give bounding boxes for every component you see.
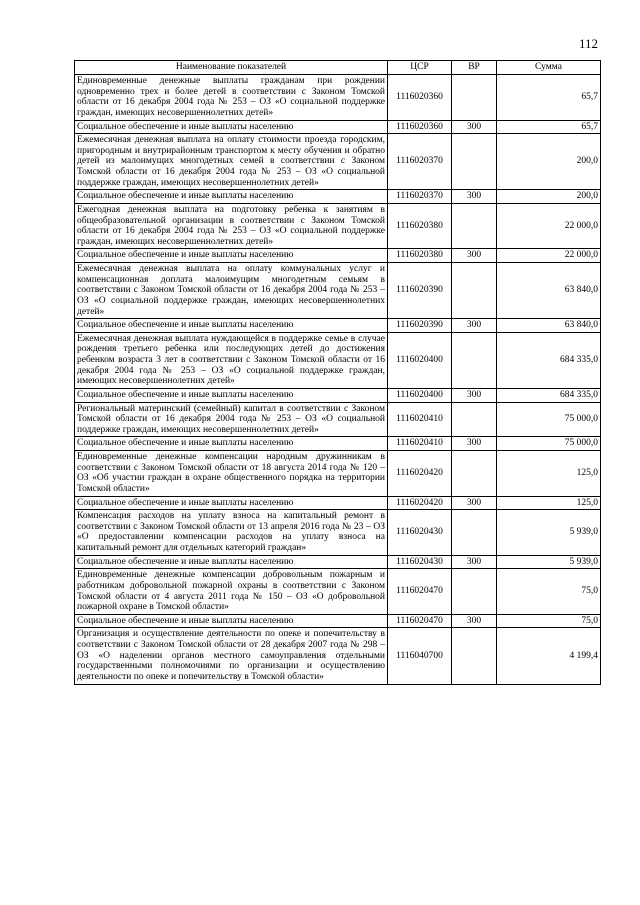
- row-name-cell: Единовременные денежные компенсации добровольным пожарным и работникам добровольной пожарной охраны в соответствии с Законом Томской области от 4 августа 2011 года № 150 – ОЗ «О добровольной пожарной охране в Томской области»: [75, 569, 388, 615]
- row-vr-cell: [452, 628, 497, 684]
- table-row: [75, 319, 601, 333]
- table-row: [75, 332, 601, 388]
- row-csr-cell: 1116020380: [388, 203, 452, 249]
- row-csr-cell: 1116020360: [388, 120, 452, 134]
- table-row: [75, 451, 601, 497]
- row-sum-cell: 200,0: [497, 134, 601, 190]
- row-vr-cell: 300: [452, 496, 497, 510]
- row-name-cell: Социальное обеспечение и иные выплаты населению: [75, 120, 388, 134]
- table-row: [75, 263, 601, 319]
- row-sum-cell: 4 199,4: [497, 628, 601, 684]
- row-vr-cell: [452, 510, 497, 556]
- row-sum-cell: 200,0: [497, 190, 601, 204]
- row-name-cell: Ежемесячная денежная выплата на оплату стоимости проезда городским, пригородным и внутрирайонным транспортом к месту обучения и обратно детей из малоимущих многодетных семей в соответствии с Законом Томской области от 16 декабря 2004 года № 253 – ОЗ «О социальной поддержке граждан, имеющих несовершеннолетних детей»: [75, 134, 388, 190]
- row-name-cell: Компенсация расходов на уплату взноса на капитальный ремонт в соответствии с Законом Томской области от 13 апреля 2016 года № 23 – ОЗ «О предоставлении компенсации расходов на уплату взноса на капитальный ремонт для отдельных категорий граждан»: [75, 510, 388, 556]
- row-name-cell: Единовременные денежные выплаты гражданам при рождении одновременно трех и более детей в соответствии с Законом Томской области от 16 декабря 2004 года № 253 – ОЗ «О социальной поддержке граждан, имеющих несовершеннолетних детей»: [75, 75, 388, 121]
- table-header-row: [75, 61, 601, 75]
- row-csr-cell: 1116020410: [388, 402, 452, 437]
- row-csr-cell: 1116020420: [388, 496, 452, 510]
- row-sum-cell: 75 000,0: [497, 437, 601, 451]
- header-vr: ВР: [452, 61, 497, 75]
- table-row: [75, 614, 601, 628]
- row-vr-cell: 300: [452, 614, 497, 628]
- row-sum-cell: 63 840,0: [497, 319, 601, 333]
- row-sum-cell: 22 000,0: [497, 249, 601, 263]
- row-name-cell: Ежемесячная денежная выплата на оплату коммунальных услуг и компенсационная доплата малоимущим многодетным семьям в соответствии с Законом Томской области от 16 декабря 2004 года № 253 – ОЗ «О социальной поддержке граждан, имеющих несовершеннолетних детей»: [75, 263, 388, 319]
- row-vr-cell: [452, 75, 497, 121]
- row-csr-cell: 1116020400: [388, 332, 452, 388]
- row-sum-cell: 75,0: [497, 614, 601, 628]
- row-vr-cell: [452, 402, 497, 437]
- row-name-cell: Региональный материнский (семейный) капитал в соответствии с Законом Томской области от 16 декабря 2004 года № 253 – ОЗ «О социальной поддержке граждан, имеющих несовершеннолетних детей»: [75, 402, 388, 437]
- row-vr-cell: 300: [452, 249, 497, 263]
- row-vr-cell: [452, 263, 497, 319]
- budget-table: [74, 60, 601, 685]
- table-row: [75, 496, 601, 510]
- row-csr-cell: 1116020410: [388, 437, 452, 451]
- row-csr-cell: 1116020390: [388, 263, 452, 319]
- table-row: [75, 134, 601, 190]
- table-row: [75, 75, 601, 121]
- row-vr-cell: 300: [452, 388, 497, 402]
- row-vr-cell: 300: [452, 120, 497, 134]
- row-csr-cell: 1116040700: [388, 628, 452, 684]
- row-name-cell: Социальное обеспечение и иные выплаты населению: [75, 249, 388, 263]
- row-csr-cell: 1116020420: [388, 451, 452, 497]
- page-number: 112: [578, 36, 598, 51]
- table-row: [75, 555, 601, 569]
- row-vr-cell: [452, 451, 497, 497]
- row-name-cell: Социальное обеспечение и иные выплаты населению: [75, 614, 388, 628]
- row-vr-cell: 300: [452, 319, 497, 333]
- table-row: [75, 402, 601, 437]
- row-sum-cell: 5 939,0: [497, 510, 601, 556]
- row-vr-cell: [452, 569, 497, 615]
- row-sum-cell: 65,7: [497, 120, 601, 134]
- row-csr-cell: 1116020370: [388, 134, 452, 190]
- row-sum-cell: 684 335,0: [497, 332, 601, 388]
- row-name-cell: Социальное обеспечение и иные выплаты населению: [75, 496, 388, 510]
- row-csr-cell: 1116020470: [388, 614, 452, 628]
- table-row: [75, 190, 601, 204]
- table-row: [75, 388, 601, 402]
- row-csr-cell: 1116020400: [388, 388, 452, 402]
- row-name-cell: Единовременные денежные компенсации народным дружинникам в соответствии с Законом Томской области от 18 августа 2014 года № 120 – ОЗ «Об участии граждан в охране общественного порядка на территории Томской области»: [75, 451, 388, 497]
- row-vr-cell: [452, 134, 497, 190]
- row-name-cell: Социальное обеспечение и иные выплаты населению: [75, 319, 388, 333]
- row-sum-cell: 5 939,0: [497, 555, 601, 569]
- row-sum-cell: 65,7: [497, 75, 601, 121]
- row-csr-cell: 1116020380: [388, 249, 452, 263]
- row-csr-cell: 1116020470: [388, 569, 452, 615]
- row-vr-cell: 300: [452, 437, 497, 451]
- row-sum-cell: 75,0: [497, 569, 601, 615]
- row-sum-cell: 63 840,0: [497, 263, 601, 319]
- row-csr-cell: 1116020370: [388, 190, 452, 204]
- row-name-cell: Социальное обеспечение и иные выплаты населению: [75, 388, 388, 402]
- table-row: [75, 203, 601, 249]
- row-csr-cell: 1116020390: [388, 319, 452, 333]
- row-name-cell: Организация и осуществление деятельности по опеке и попечительству в соответствии с Законом Томской области от 28 декабря 2007 года № 298 – ОЗ «О наделении органов местного самоуправления отдельными государственными полномочиями по организации и осуществлению деятельности по опеке и попечительству в Томской области»: [75, 628, 388, 684]
- row-name-cell: Ежегодная денежная выплата на подготовку ребенка к занятиям в общеобразовательной организации в соответствии с Законом Томской области от 16 декабря 2004 года № 253 – ОЗ «О социальной поддержке граждан, имеющих несовершеннолетних детей»: [75, 203, 388, 249]
- row-sum-cell: 22 000,0: [497, 203, 601, 249]
- row-csr-cell: 1116020430: [388, 555, 452, 569]
- header-name: Наименование показателей: [75, 61, 388, 75]
- row-vr-cell: [452, 203, 497, 249]
- row-vr-cell: 300: [452, 190, 497, 204]
- table-row: [75, 249, 601, 263]
- row-name-cell: Социальное обеспечение и иные выплаты населению: [75, 437, 388, 451]
- row-name-cell: Социальное обеспечение и иные выплаты населению: [75, 190, 388, 204]
- row-vr-cell: 300: [452, 555, 497, 569]
- table-row: [75, 569, 601, 615]
- row-csr-cell: 1116020360: [388, 75, 452, 121]
- row-name-cell: Ежемесячная денежная выплата нуждающейся в поддержке семье в случае рождения третьего ребенка или последующих детей до достижения ребенком возраста 3 лет в соответствии с Законом Томской области от 16 декабря 2004 года № 253 – ОЗ «О социальной поддержке граждан, имеющих несовершеннолетних детей»: [75, 332, 388, 388]
- row-sum-cell: 125,0: [497, 451, 601, 497]
- header-csr: ЦСР: [388, 61, 452, 75]
- row-name-cell: Социальное обеспечение и иные выплаты населению: [75, 555, 388, 569]
- table-row: [75, 510, 601, 556]
- table-body: [75, 75, 601, 685]
- row-csr-cell: 1116020430: [388, 510, 452, 556]
- table-row: [75, 120, 601, 134]
- row-sum-cell: 684 335,0: [497, 388, 601, 402]
- row-vr-cell: [452, 332, 497, 388]
- row-sum-cell: 75 000,0: [497, 402, 601, 437]
- table-row: [75, 628, 601, 684]
- row-sum-cell: 125,0: [497, 496, 601, 510]
- header-sum: Сумма: [497, 61, 601, 75]
- table-row: [75, 437, 601, 451]
